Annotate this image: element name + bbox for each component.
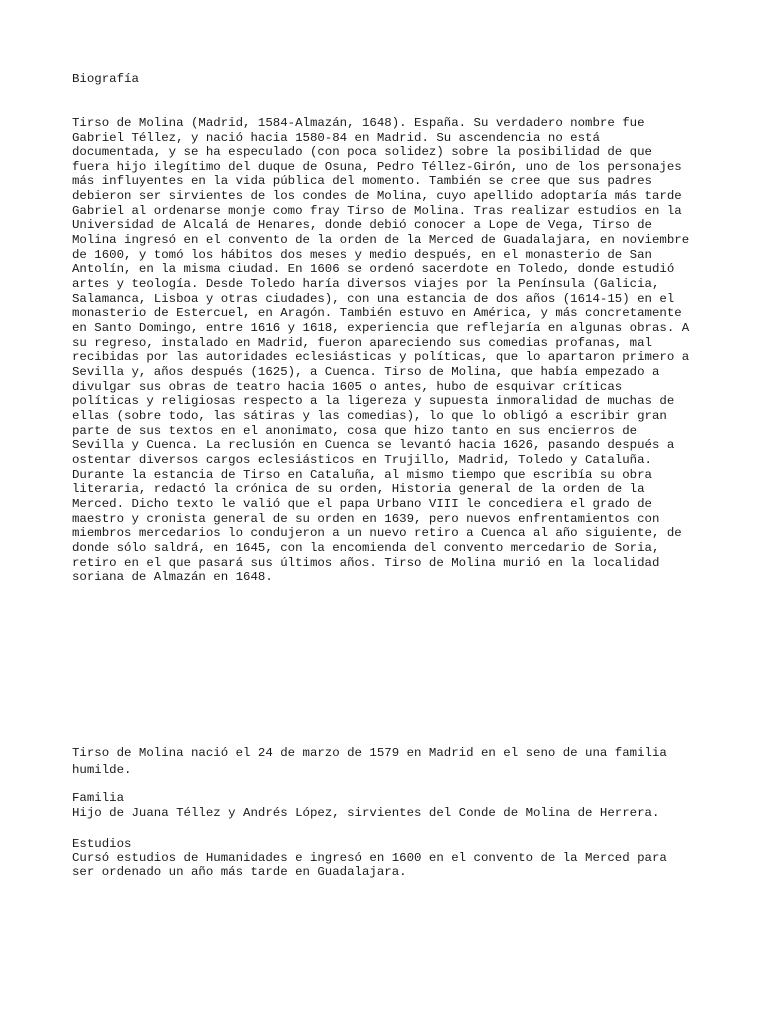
biography-line: ostentar diversos cargos eclesiásticos en Trujillo, Madrid, Toledo y Cataluña.	[72, 453, 652, 467]
biography-line: su regreso, instalado en Madrid, fueron apareciendo sus comedias profanas, mal	[72, 336, 652, 350]
biography-line: ellas (sobre todo, las sátiras y las comedias), lo que lo obligó a escribir gran	[72, 409, 667, 423]
biography-line: documentada, y se ha especulado (con poca solidez) sobre la posibilidad de que	[72, 145, 652, 159]
biography-line: Universidad de Alcalá de Henares, donde debió conocer a Lope de Vega, Tirso de	[72, 218, 652, 232]
biography-line: Gabriel Téllez, y nació hacia 1580-84 en Madrid. Su ascendencia no está	[72, 131, 600, 145]
biography-line: monasterio de Estercuel, en Aragón. También estuvo en América, y más concretamente	[72, 306, 682, 320]
studies-line: Cursó estudios de Humanidades e ingresó en 1600 en el convento de la Merced para	[72, 851, 667, 865]
biography-line: Gabriel al ordenarse monje como fray Tirso de Molina. Tras realizar estudios en la	[72, 204, 682, 218]
birth-line: Tirso de Molina nació el 24 de marzo de 1579 en Madrid en el seno de una familia	[72, 746, 667, 760]
biography-line: Salamanca, Lisboa y otras ciudades), con una estancia de dos años (1614-15) en el	[72, 292, 675, 306]
biography-line: divulgar sus obras de teatro hacia 1605 o antes, hubo de esquivar críticas	[72, 380, 623, 394]
biography-line: de 1600, y tomó los hábitos dos meses y medio después, en el monasterio de San	[72, 248, 652, 262]
biography-line: Molina ingresó en el convento de la orden de la Merced de Guadalajara, en noviembre	[72, 233, 690, 247]
biography-line: retiro en el que pasará sus últimos años. Tirso de Molina murió en la localidad	[72, 556, 660, 570]
biography-line: fuera hijo ilegítimo del duque de Osuna, Pedro Téllez-Girón, uno de los personajes	[72, 160, 682, 174]
biography-line: Sevilla y, años después (1625), a Cuenca. Tirso de Molina, que había empezado a	[72, 365, 660, 379]
biography-line: Tirso de Molina (Madrid, 1584-Almazán, 1648). España. Su verdadero nombre fue	[72, 116, 645, 130]
biography-line: parte de sus textos en el anonimato, cosa que hizo tanto en sus encierros de	[72, 424, 638, 438]
biography-line: Antolín, en la misma ciudad. En 1606 se ordenó sacerdote en Toledo, donde estudió	[72, 262, 675, 276]
birth-line: humilde.	[72, 763, 132, 777]
biography-line: más influyentes en la vida pública del momento. También se cree que sus padres	[72, 174, 652, 188]
biography-line: maestro y cronista general de su orden en 1639, pero nuevos enfrentamientos con	[72, 512, 660, 526]
biography-line: en Santo Domingo, entre 1616 y 1618, experiencia que reflejaría en algunas obras. A	[72, 321, 690, 335]
family-text: Hijo de Juana Téllez y Andrés López, sirvientes del Conde de Molina de Herrera.	[72, 806, 660, 820]
biography-line: Merced. Dicho texto le valió que el papa Urbano VIII le concediera el grado de	[72, 497, 652, 511]
biography-line: políticas y religiosas respecto a la ligereza y supuesta inmoralidad de muchas de	[72, 394, 675, 408]
biography-line: donde sólo saldrá, en 1645, con la encomienda del convento mercedario de Soria,	[72, 541, 660, 555]
studies-line: ser ordenado un año más tarde en Guadalajara.	[72, 865, 407, 879]
biography-line: recibidas por las autoridades eclesiásticas y políticas, que lo apartaron primero a	[72, 350, 690, 364]
studies-heading: Estudios	[72, 837, 132, 851]
biography-line: Durante la estancia de Tirso en Cataluña, al mismo tiempo que escribía su obra	[72, 468, 652, 482]
biography-line: Sevilla y Cuenca. La reclusión en Cuenca se levantó hacia 1626, pasando después a	[72, 438, 675, 452]
page-heading: Biografía	[72, 72, 139, 86]
biography-line: artes y teología. Desde Toledo haría diversos viajes por la Península (Galicia,	[72, 277, 660, 291]
biography-line: miembros mercedarios lo condujeron a un nuevo retiro a Cuenca al año siguiente, de	[72, 526, 682, 540]
biography-line: soriana de Almazán en 1648.	[72, 570, 273, 584]
family-heading: Familia	[72, 791, 125, 805]
biography-line: debieron ser sirvientes de los condes de Molina, cuyo apellido adoptaría más tarde	[72, 189, 682, 203]
biography-line: literaria, redactó la crónica de su orden, Historia general de la orden de la	[72, 482, 645, 496]
